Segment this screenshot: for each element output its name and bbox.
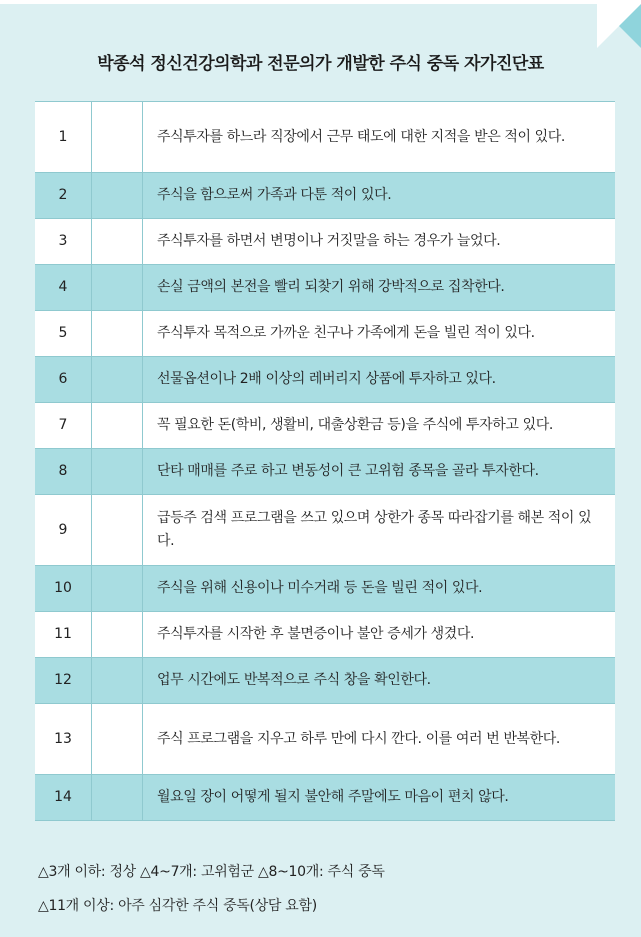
check-box-cell[interactable] bbox=[92, 704, 143, 775]
table-row bbox=[35, 612, 615, 658]
check-box-cell[interactable] bbox=[92, 403, 143, 449]
item-number: 2 bbox=[35, 173, 92, 219]
item-number: 7 bbox=[35, 403, 92, 449]
table-row bbox=[35, 566, 615, 612]
table-row bbox=[35, 265, 615, 311]
item-number: 3 bbox=[35, 219, 92, 265]
item-number: 10 bbox=[35, 566, 92, 612]
item-statement: 손실 금액의 본전을 빨리 되찾기 위해 강박적으로 집착한다. bbox=[143, 265, 616, 311]
check-box-cell[interactable] bbox=[92, 265, 143, 311]
check-box-cell[interactable] bbox=[92, 566, 143, 612]
table-row bbox=[35, 102, 615, 173]
page-title: 박종석 정신건강의학과 전문의가 개발한 주식 중독 자가진단표 bbox=[97, 54, 544, 74]
table-row bbox=[35, 311, 615, 357]
check-box-cell[interactable] bbox=[92, 658, 143, 704]
checklist-card bbox=[0, 4, 641, 937]
item-number: 6 bbox=[35, 357, 92, 403]
item-number: 4 bbox=[35, 265, 92, 311]
table-row bbox=[35, 495, 615, 566]
check-box-cell[interactable] bbox=[92, 102, 143, 173]
item-statement: 주식투자를 하느라 직장에서 근무 태도에 대한 지적을 받은 적이 있다. bbox=[143, 102, 616, 173]
item-statement: 단타 매매를 주로 하고 변동성이 큰 고위험 종목을 골라 투자한다. bbox=[143, 449, 616, 495]
item-number: 5 bbox=[35, 311, 92, 357]
check-box-cell[interactable] bbox=[92, 449, 143, 495]
item-statement: 꼭 필요한 돈(학비, 생활비, 대출상환금 등)을 주식에 투자하고 있다. bbox=[143, 403, 616, 449]
item-statement: 주식을 함으로써 가족과 다툰 적이 있다. bbox=[143, 173, 616, 219]
table-row bbox=[35, 449, 615, 495]
table-row bbox=[35, 219, 615, 265]
item-statement: 주식투자 목적으로 가까운 친구나 가족에게 돈을 빌린 적이 있다. bbox=[143, 311, 616, 357]
item-number: 8 bbox=[35, 449, 92, 495]
item-number: 11 bbox=[35, 612, 92, 658]
table-row bbox=[35, 704, 615, 775]
table-row bbox=[35, 775, 615, 821]
self-diagnosis-table bbox=[35, 101, 615, 821]
item-statement: 선물옵션이나 2배 이상의 레버리지 상품에 투자하고 있다. bbox=[143, 357, 616, 403]
table-row bbox=[35, 403, 615, 449]
item-number: 12 bbox=[35, 658, 92, 704]
item-statement: 주식 프로그램을 지우고 하루 만에 다시 깐다. 이를 여러 번 반복한다. bbox=[143, 704, 616, 775]
check-box-cell[interactable] bbox=[92, 311, 143, 357]
check-box-cell[interactable] bbox=[92, 357, 143, 403]
item-statement: 월요일 장이 어떻게 될지 불안해 주말에도 마음이 편치 않다. bbox=[143, 775, 616, 821]
item-statement: 주식을 위해 신용이나 미수거래 등 돈을 빌린 적이 있다. bbox=[143, 566, 616, 612]
check-box-cell[interactable] bbox=[92, 495, 143, 566]
table-row bbox=[35, 658, 615, 704]
item-number: 1 bbox=[35, 102, 92, 173]
item-number: 13 bbox=[35, 704, 92, 775]
item-statement: 주식투자를 하면서 변명이나 거짓말을 하는 경우가 늘었다. bbox=[143, 219, 616, 265]
item-statement: 급등주 검색 프로그램을 쓰고 있으며 상한가 종목 따라잡기를 해본 적이 있다. bbox=[143, 495, 616, 566]
item-statement: 주식투자를 시작한 후 불면증이나 불안 증세가 생겼다. bbox=[143, 612, 616, 658]
check-box-cell[interactable] bbox=[92, 173, 143, 219]
item-statement: 업무 시간에도 반복적으로 주식 창을 확인한다. bbox=[143, 658, 616, 704]
score-guide-line-2: △11개 이상: 아주 심각한 주식 중독(상담 요함) bbox=[38, 898, 317, 914]
table-row bbox=[35, 173, 615, 219]
corner-fold-cut bbox=[597, 4, 641, 48]
check-box-cell[interactable] bbox=[92, 775, 143, 821]
check-box-cell[interactable] bbox=[92, 219, 143, 265]
table-row bbox=[35, 357, 615, 403]
item-number: 14 bbox=[35, 775, 92, 821]
check-box-cell[interactable] bbox=[92, 612, 143, 658]
item-number: 9 bbox=[35, 495, 92, 566]
score-guide-line-1: △3개 이하: 정상 △4~7개: 고위험군 △8~10개: 주식 중독 bbox=[38, 864, 385, 880]
